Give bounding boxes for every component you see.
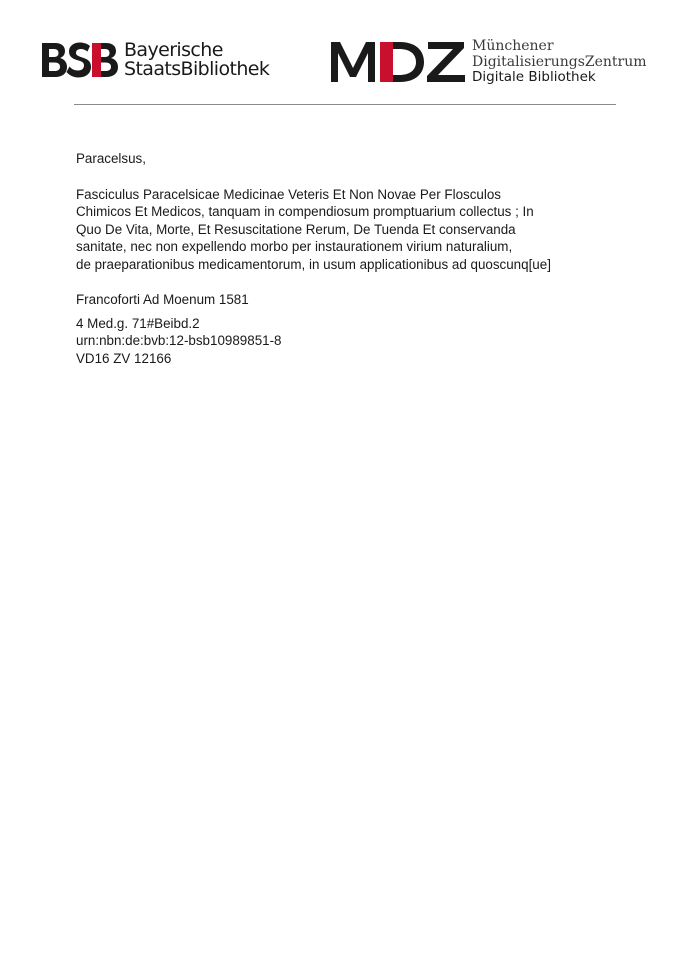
record-vd16: VD16 ZV 12166: [76, 350, 172, 366]
record-shelfmark: 4 Med.g. 71#Beibd.2: [76, 315, 200, 331]
mdz-logo-name: [472, 39, 647, 86]
record-title-line: Quo De Vita, Morte, Et Resuscitatione Rerum, De Tuenda Et conservanda: [76, 221, 516, 237]
mdz-name-line1: Münchener: [472, 38, 554, 54]
record-title-line: Chimicos Et Medicos, tanquam in compendiosum promptuarium collectus ; In: [76, 204, 534, 219]
bsb-name-line2: StaatsBibliothek: [124, 58, 270, 80]
record-author: Paracelsus,: [76, 151, 146, 166]
record-identifiers: [76, 315, 616, 368]
record-imprint: Francoforti Ad Moenum 1581: [76, 292, 249, 307]
page-header: [0, 0, 690, 110]
record-title-line: sanitate, nec non expellendo morbo per instaurationem virium naturalium,: [76, 239, 513, 254]
record-title-line: de praeparationibus medicamentorum, in usum applicationibus ad quoscunq[ue]: [76, 256, 551, 272]
bsb-logo: [40, 40, 270, 84]
record-title: [76, 186, 616, 274]
bsb-logo-name: [124, 41, 269, 79]
mdz-name-line2: DigitalisierungsZentrum: [472, 53, 647, 70]
bibliographic-record: [76, 150, 616, 367]
bsb-name-line1: Bayerische: [124, 39, 223, 61]
record-title-line: Fasciculus Paracelsicae Medicinae Veteris Et Non Novae Per Flosculos: [76, 186, 501, 202]
bsb-logo-mark: [40, 40, 120, 80]
mdz-logo: [330, 38, 650, 88]
record-urn: urn:nbn:de:bvb:12-bsb10989851-8: [76, 333, 282, 348]
mdz-logo-mark: [330, 40, 466, 84]
mdz-name-line3: Digitale Bibliothek: [472, 69, 596, 85]
header-divider: [74, 104, 616, 105]
